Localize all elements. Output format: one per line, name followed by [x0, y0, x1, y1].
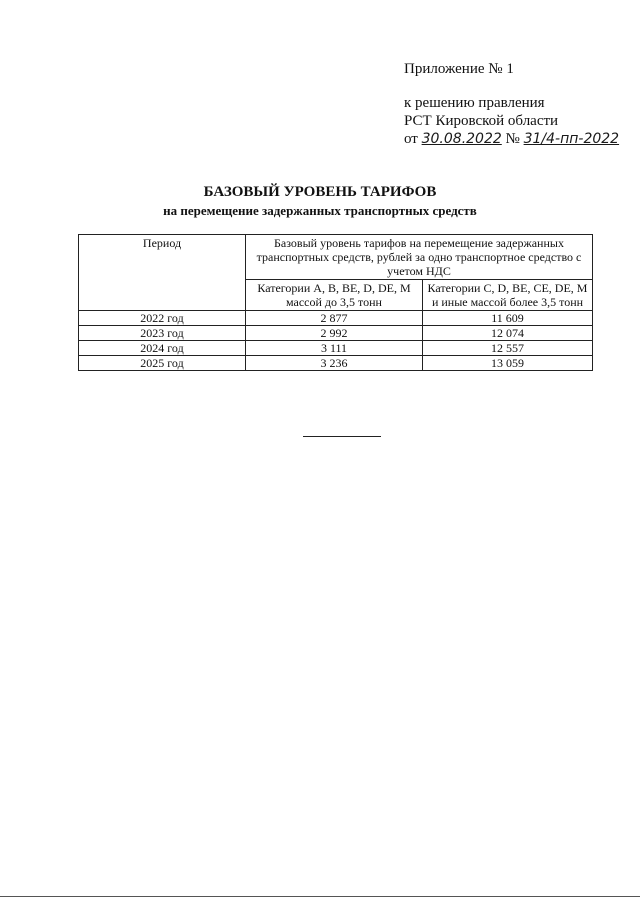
cell-period: 2025 год [79, 356, 246, 371]
header-period: Период [79, 235, 246, 311]
page-bottom-edge [0, 896, 640, 897]
date-prefix: от [404, 131, 418, 147]
cell-period: 2024 год [79, 341, 246, 356]
cell-category-light: 2 992 [246, 326, 423, 341]
cell-period: 2022 год [79, 311, 246, 326]
appendix-date-line [404, 130, 619, 148]
cell-category-light: 3 111 [246, 341, 423, 356]
table-row [79, 311, 593, 326]
table-row [79, 326, 593, 341]
appendix-authority-line: РСТ Кировской области [404, 113, 559, 129]
cell-category-heavy: 13 059 [423, 356, 593, 371]
appendix-decision-line: к решению правления [404, 95, 545, 111]
table-row [79, 356, 593, 371]
cell-category-heavy: 12 074 [423, 326, 593, 341]
end-separator-line [303, 436, 381, 437]
header-tariff-level: Базовый уровень тарифов на перемещение задержанных транспортных средств, рублей за одно транспортное средство с учетом НДС [246, 235, 593, 280]
appendix-block [404, 60, 619, 148]
header-category-heavy: Категории C, D, BE, CE, DE, M и иные массой более 3,5 тонн [423, 280, 593, 311]
document-subtitle: на перемещение задержанных транспортных средств [163, 203, 477, 218]
handwritten-date: 30.08.2022 [421, 131, 502, 147]
appendix-title: Приложение № 1 [404, 61, 514, 77]
cell-period: 2023 год [79, 326, 246, 341]
document-title: БАЗОВЫЙ УРОВЕНЬ ТАРИФОВ [203, 184, 437, 200]
cell-category-light: 2 877 [246, 311, 423, 326]
number-prefix: № [505, 131, 520, 147]
cell-category-light: 3 236 [246, 356, 423, 371]
cell-category-heavy: 11 609 [423, 311, 593, 326]
cell-category-heavy: 12 557 [423, 341, 593, 356]
table-row [79, 341, 593, 356]
tariff-table [78, 234, 593, 371]
table-header-row [79, 235, 593, 280]
handwritten-number: 31/4-пп-2022 [523, 131, 620, 147]
header-category-light: Категории A, B, BE, D, DE, M массой до 3,5 тонн [246, 280, 423, 311]
